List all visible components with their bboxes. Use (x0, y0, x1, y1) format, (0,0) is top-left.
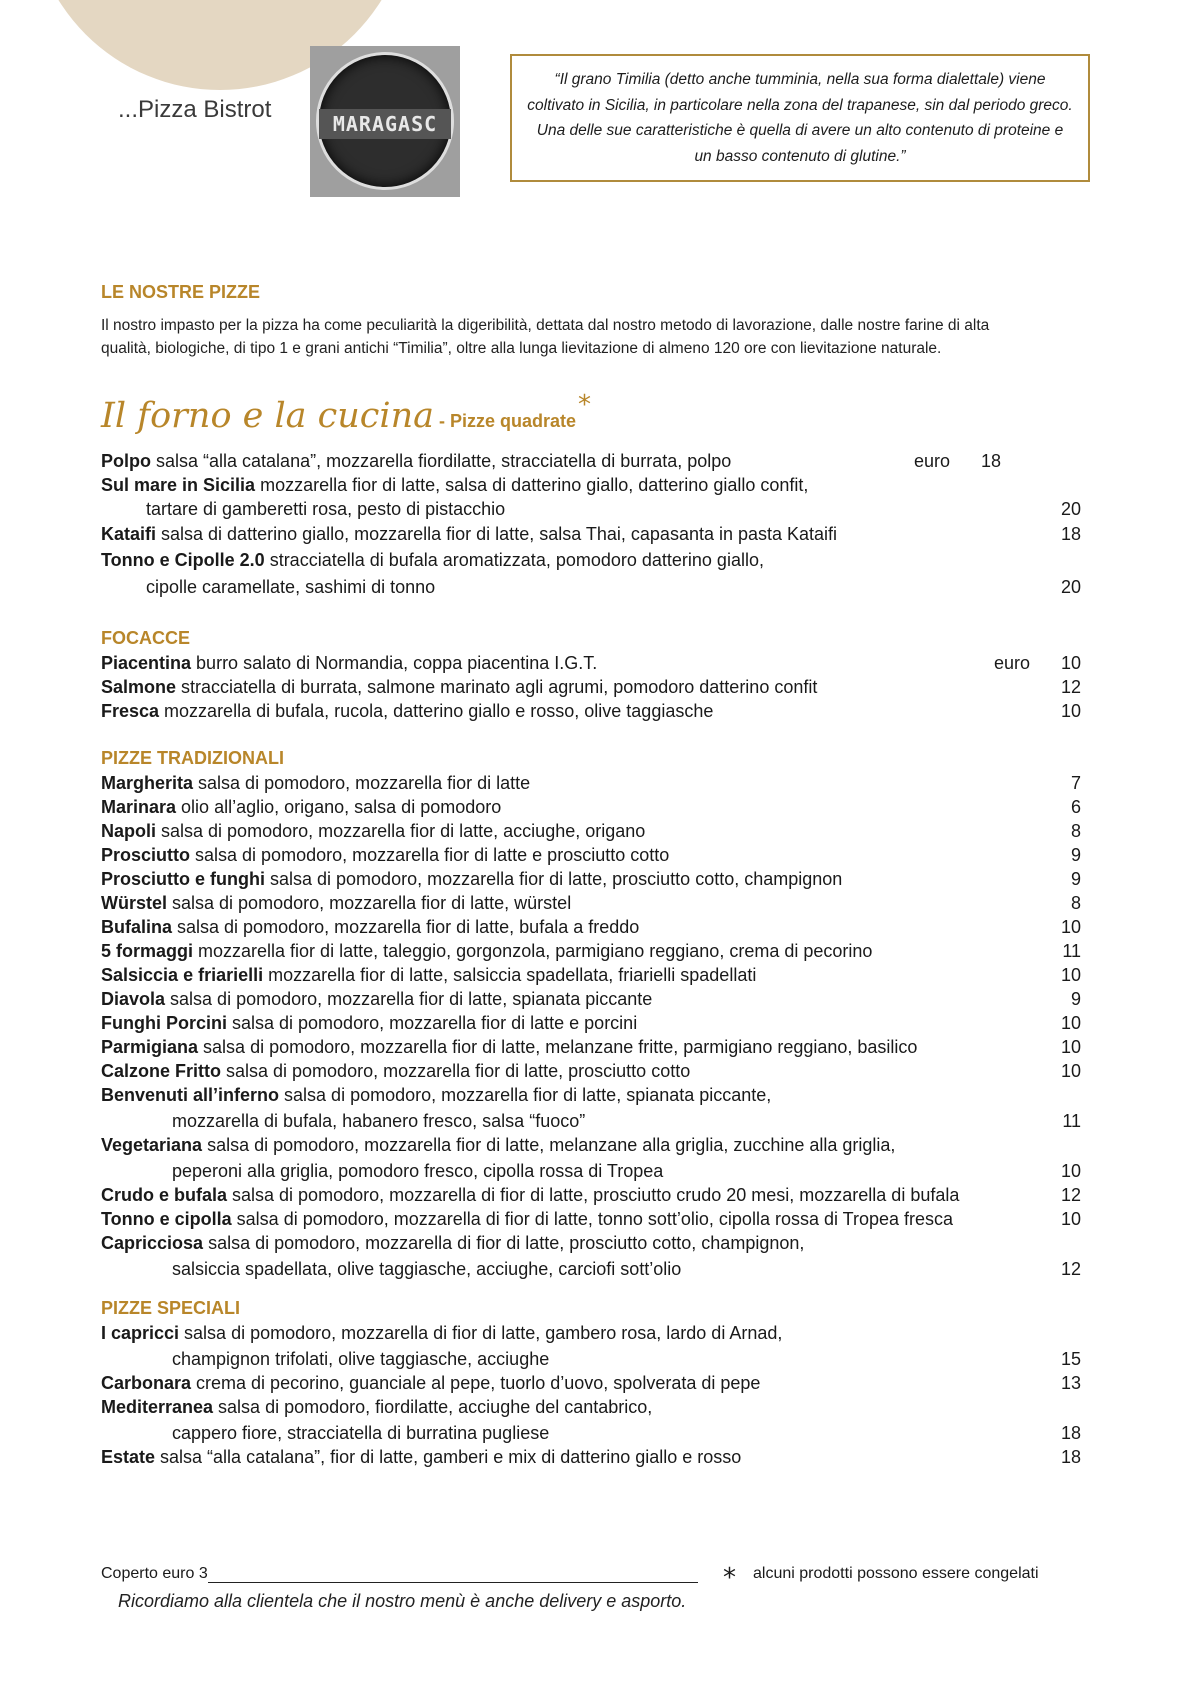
item-price: 18 (1060, 1423, 1081, 1443)
menu-item (101, 796, 1081, 818)
item-description: stracciatella di bufala aromatizzata, pomodoro datterino giallo, (264, 550, 764, 570)
item-name: Margherita (101, 773, 194, 793)
menu-item (101, 1208, 1081, 1230)
item-description: salsa di pomodoro, fiordilatte, acciughe del cantabrico, (213, 1397, 653, 1417)
item-description: olio all’aglio, origano, salsa di pomodoro (176, 797, 502, 817)
menu-item (101, 772, 1081, 794)
menu-item (101, 1134, 1081, 1156)
tradizionali-heading: PIZZE TRADIZIONALI (101, 748, 284, 768)
currency-label: euro (994, 653, 1031, 673)
item-description: mozzarella fior di latte, taleggio, gorgonzola, parmigiano reggiano, crema di pecorino (193, 941, 873, 961)
logo-text: MARAGASC (319, 109, 451, 139)
menu-item (101, 523, 1081, 545)
cover-line (208, 1566, 698, 1583)
item-name: Sul mare in Sicilia (101, 475, 256, 495)
item-price: 9 (1070, 845, 1081, 865)
forno-subtitle: - Pizze quadrate (434, 411, 577, 431)
item-description: salsa di pomodoro, mozzarella fior di latte, spianata piccante (165, 989, 653, 1009)
menu-item (101, 868, 1081, 890)
item-name: Prosciutto e funghi (101, 869, 265, 889)
item-description: salsa di pomodoro, mozzarella di fior di latte, tonno sott’olio, cipolla rossa di Tropea fresca (231, 1209, 954, 1229)
menu-item (101, 1012, 1081, 1034)
item-description: peperoni alla griglia, pomodoro fresco, cipolla rossa di Tropea (172, 1161, 664, 1181)
item-name: Vegetariana (101, 1135, 203, 1155)
item-description: salsa di pomodoro, mozzarella fior di latte, melanzane fritte, parmigiano reggiano, basilico (198, 1037, 918, 1057)
menu-item (101, 700, 1081, 722)
asterisk-icon: * (578, 390, 592, 420)
menu-item (101, 1084, 1081, 1106)
item-name: Polpo (101, 451, 151, 471)
item-description: salsa di pomodoro, mozzarella di fior di latte, gambero rosa, lardo di Arnad, (179, 1323, 783, 1343)
item-description: salsa di datterino giallo, mozzarella fior di latte, salsa Thai, capasanta in pasta Kataifi (156, 524, 838, 544)
timilia-quote: “Il grano Timilia (detto anche tumminia, nella sua forma dialettale) viene coltivato in Sicilia, in particolare nella zona del trapanese, sin dal periodo greco. Una delle sue caratteristiche è quella di avere un alto contenuto di proteine e un basso contenuto di glutine.” (510, 54, 1090, 182)
item-description: mozzarella di bufala, habanero fresco, salsa “fuoco” (172, 1111, 586, 1131)
item-price: 10 (1060, 701, 1081, 721)
item-price: 11 (1062, 1111, 1081, 1131)
asterisk-icon: * (723, 1563, 736, 1593)
item-price: 12 (1060, 677, 1081, 697)
item-description: salsa di pomodoro, mozzarella fior di latte e prosciutto cotto (190, 845, 670, 865)
item-price: 10 (1060, 1161, 1081, 1181)
item-price: 12 (1060, 1185, 1081, 1205)
item-description: crema di pecorino, guanciale al pepe, tuorlo d’uovo, spolverata di pepe (191, 1373, 761, 1393)
item-name: Prosciutto (101, 845, 191, 865)
item-name: Tonno e Cipolle 2.0 (101, 550, 265, 570)
item-description: salsa di pomodoro, mozzarella fior di latte (193, 773, 531, 793)
logo-disc (316, 52, 454, 190)
item-description: champignon trifolati, olive taggiasche, acciughe (172, 1349, 550, 1369)
cover-charge: Coperto euro 3 (101, 1565, 208, 1582)
item-price: 6 (1070, 797, 1081, 817)
item-price: 10 (1060, 1037, 1081, 1057)
menu-item (101, 1184, 1081, 1206)
item-name: Würstel (101, 893, 168, 913)
currency-label: euro (914, 451, 951, 471)
item-name: Fresca (101, 701, 160, 721)
item-name: Salmone (101, 677, 177, 697)
item-name: Diavola (101, 989, 166, 1009)
item-name: Kataifi (101, 524, 157, 544)
item-name: Parmigiana (101, 1037, 199, 1057)
menu-item-continuation (172, 1258, 1081, 1280)
menu-item (101, 844, 1081, 866)
menu-item-continuation (172, 1422, 1081, 1444)
menu-item (101, 940, 1081, 962)
item-name: Capricciosa (101, 1233, 204, 1253)
focacce-heading: FOCACCE (101, 628, 190, 648)
item-name: Carbonara (101, 1373, 192, 1393)
item-name: Napoli (101, 821, 157, 841)
menu-item (101, 1322, 1081, 1344)
item-name: Mediterranea (101, 1397, 214, 1417)
menu-item (101, 820, 1081, 842)
item-description: mozzarella fior di latte, salsiccia spadellata, friarielli spadellati (263, 965, 757, 985)
item-name: Marinara (101, 797, 177, 817)
menu-item (101, 964, 1081, 986)
item-price: 10 (1060, 653, 1081, 673)
item-price: 10 (1060, 965, 1081, 985)
item-description: salsa di pomodoro, mozzarella di fior di latte, prosciutto crudo 20 mesi, mozzarella di bufala (227, 1185, 960, 1205)
item-price: 7 (1070, 773, 1081, 793)
menu-item (101, 1396, 1081, 1418)
menu-item (101, 450, 1081, 472)
menu-item-continuation (172, 1110, 1081, 1132)
menu-item (101, 1372, 1081, 1394)
menu-item-continuation (172, 1348, 1081, 1370)
item-price: 18 (981, 451, 1002, 471)
menu-item (101, 892, 1081, 914)
item-description: salsa di pomodoro, mozzarella fior di latte, melanzane alla griglia, zucchine alla griglia, (202, 1135, 896, 1155)
item-price: 20 (1060, 499, 1081, 519)
item-name: Estate (101, 1447, 156, 1467)
item-name: Funghi Porcini (101, 1013, 227, 1033)
item-description: salsiccia spadellata, olive taggiasche, acciughe, carciofi sott’olio (172, 1259, 682, 1279)
item-name: Crudo e bufala (101, 1185, 228, 1205)
menu-item (101, 474, 1081, 496)
item-name: Bufalina (101, 917, 173, 937)
item-description: tartare di gamberetti rosa, pesto di pistacchio (146, 499, 506, 519)
frozen-note: alcuni prodotti possono essere congelati (753, 1565, 1039, 1582)
footer (101, 1563, 1081, 1593)
item-description: salsa di pomodoro, mozzarella fior di latte, prosciutto cotto, champignon (265, 869, 843, 889)
item-price: 10 (1060, 917, 1081, 937)
item-price: 20 (1060, 577, 1081, 597)
item-price: 18 (1060, 1447, 1081, 1467)
brand-name: ...Pizza Bistrot (118, 96, 272, 123)
item-price: 9 (1070, 989, 1081, 1009)
item-description: salsa “alla catalana”, mozzarella fiordilatte, stracciatella di burrata, polpo (151, 451, 732, 471)
menu-item (101, 676, 1081, 698)
item-description: cappero fiore, stracciatella di burratina pugliese (172, 1423, 550, 1443)
item-name: Calzone Fritto (101, 1061, 221, 1081)
item-name: 5 formaggi (101, 941, 194, 961)
item-price: 10 (1060, 1061, 1081, 1081)
item-description: cipolle caramellate, sashimi di tonno (146, 577, 436, 597)
item-description: salsa di pomodoro, mozzarella fior di latte, spianata piccante, (279, 1085, 772, 1105)
menu-item (101, 652, 1081, 674)
item-name: Piacentina (101, 653, 192, 673)
delivery-note: Ricordiamo alla clientela che il nostro menù è anche delivery e asporto. (118, 1591, 687, 1611)
item-description: salsa di pomodoro, mozzarella fior di latte, würstel (167, 893, 572, 913)
menu-item-continuation (146, 576, 1081, 598)
item-price: 11 (1062, 941, 1081, 961)
item-description: burro salato di Normandia, coppa piacentina I.G.T. (191, 653, 598, 673)
intro-heading: LE NOSTRE PIZZE (101, 282, 261, 302)
item-description: salsa di pomodoro, mozzarella fior di latte, prosciutto cotto (221, 1061, 691, 1081)
menu-item-continuation (146, 498, 1081, 520)
item-price: 10 (1060, 1209, 1081, 1229)
item-description: stracciatella di burrata, salmone marinato agli agrumi, pomodoro datterino confit (176, 677, 818, 697)
item-price: 13 (1060, 1373, 1081, 1393)
intro-text: Il nostro impasto per la pizza ha come peculiarità la digeribilità, dettata dal nostro metodo di lavorazione, dalle nostre farine di alta qualità, biologiche, di tipo 1 e grani antichi “Timilia”, oltre alla lunga lievitazione di almeno 120 ore con lievitazione naturale. (101, 317, 990, 357)
item-description: salsa di pomodoro, mozzarella fior di latte, bufala a freddo (172, 917, 640, 937)
item-name: Benvenuti all’inferno (101, 1085, 280, 1105)
item-price: 12 (1060, 1259, 1081, 1279)
menu-item (101, 1232, 1081, 1254)
item-description: salsa di pomodoro, mozzarella fior di latte, acciughe, origano (156, 821, 646, 841)
item-description: salsa di pomodoro, mozzarella di fior di latte, prosciutto cotto, champignon, (203, 1233, 805, 1253)
item-price: 8 (1070, 893, 1081, 913)
item-price: 18 (1060, 524, 1081, 544)
menu-item-continuation (172, 1160, 1081, 1182)
forno-title (101, 390, 592, 436)
item-name: Salsiccia e friarielli (101, 965, 264, 985)
item-price: 10 (1060, 1013, 1081, 1033)
item-description: mozzarella di bufala, rucola, datterino giallo e rosso, olive taggiasche (159, 701, 714, 721)
menu-item (101, 1060, 1081, 1082)
item-description: salsa “alla catalana”, fior di latte, gamberi e mix di datterino giallo e rosso (155, 1447, 742, 1467)
item-name: I capricci (101, 1323, 180, 1343)
menu-item (101, 988, 1081, 1010)
menu-item (101, 549, 1081, 571)
speciali-heading: PIZZE SPECIALI (101, 1298, 241, 1318)
menu-item (101, 1036, 1081, 1058)
menu-item (101, 916, 1081, 938)
item-price: 15 (1060, 1349, 1081, 1369)
menu-item (101, 1446, 1081, 1468)
item-name: Tonno e cipolla (101, 1209, 232, 1229)
logo (310, 46, 460, 197)
forno-title-text: Il forno e la cucina (101, 396, 435, 436)
item-price: 9 (1070, 869, 1081, 889)
item-description: mozzarella fior di latte, salsa di datterino giallo, datterino giallo confit, (255, 475, 809, 495)
item-price: 8 (1070, 821, 1081, 841)
item-description: salsa di pomodoro, mozzarella fior di latte e porcini (227, 1013, 638, 1033)
